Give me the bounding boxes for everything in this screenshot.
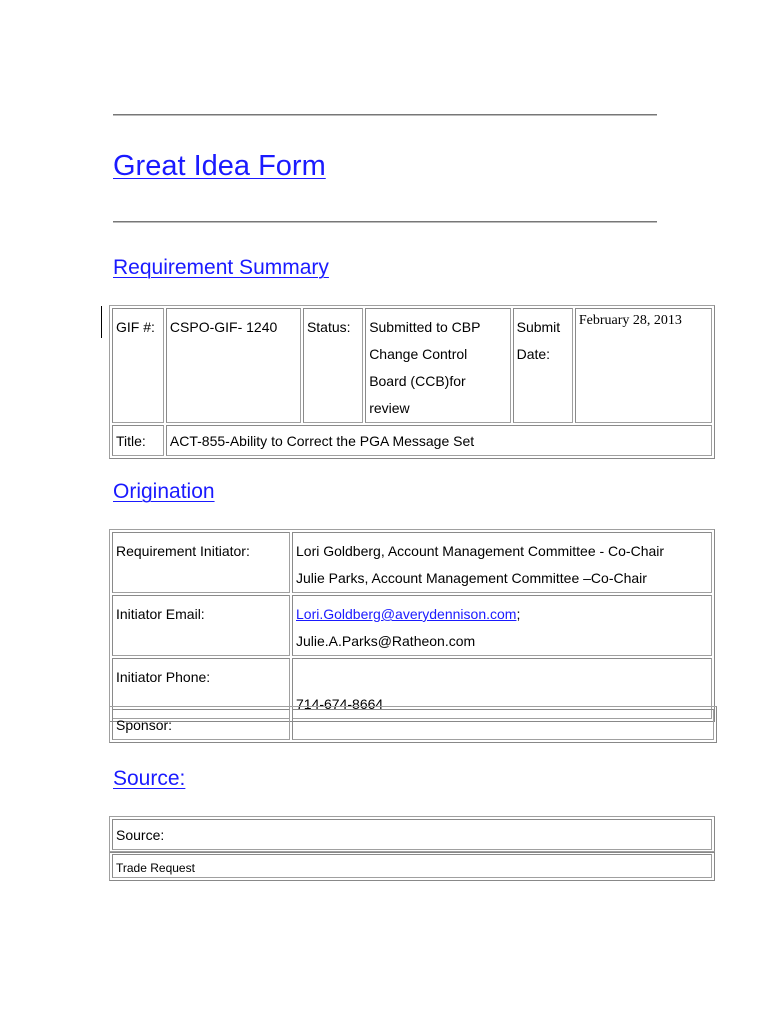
email-label: Initiator Email: [112, 595, 290, 656]
email-separator: ; [516, 606, 521, 622]
source-label: Source: [112, 819, 712, 850]
email-2: Julie.A.Parks@Ratheon.com [296, 633, 476, 649]
submit-date-value: February 28, 2013 [575, 308, 712, 423]
status-value: Submitted to CBP Change Control Board (CCB)for review [365, 308, 510, 423]
source-value: Trade Request [112, 854, 712, 878]
phone-number: 714-674-8664 [296, 696, 384, 712]
text-cursor [101, 306, 102, 338]
email-link-1[interactable]: Lori.Goldberg@averydennison.com [296, 606, 517, 622]
top-divider [113, 114, 657, 116]
page-title: Great Idea Form [113, 150, 326, 182]
origination-table [109, 529, 715, 722]
source-heading: Source: [113, 767, 186, 790]
submit-label-line2: Date: [516, 346, 551, 362]
sponsor-table [109, 706, 717, 743]
gif-value: CSPO-GIF- 1240 [166, 308, 301, 423]
origination-heading: Origination [113, 480, 215, 503]
status-label: Status: [303, 308, 363, 423]
title-divider [113, 221, 657, 223]
title-label: Title: [112, 425, 164, 456]
initiator-value [292, 532, 712, 593]
initiator-line1: Lori Goldberg, Account Management Committee - Co-Chair [296, 543, 665, 559]
submit-date-label [513, 308, 573, 423]
source-value-table [109, 851, 715, 881]
initiator-line2: Julie Parks, Account Management Committee –Co-Chair [296, 570, 647, 586]
email-value [292, 595, 712, 656]
requirement-summary-table [109, 305, 715, 459]
requirement-summary-heading: Requirement Summary [113, 256, 329, 279]
title-value: ACT-855-Ability to Correct the PGA Message Set [166, 425, 712, 456]
initiator-label: Requirement Initiator: [112, 532, 290, 593]
phone-label: Initiator Phone: [112, 658, 290, 719]
sponsor-label: Sponsor: [112, 709, 290, 740]
sponsor-value [292, 709, 714, 740]
gif-label: GIF #: [112, 308, 164, 423]
submit-label-line1: Submit [516, 319, 561, 335]
source-label-table [109, 816, 715, 853]
